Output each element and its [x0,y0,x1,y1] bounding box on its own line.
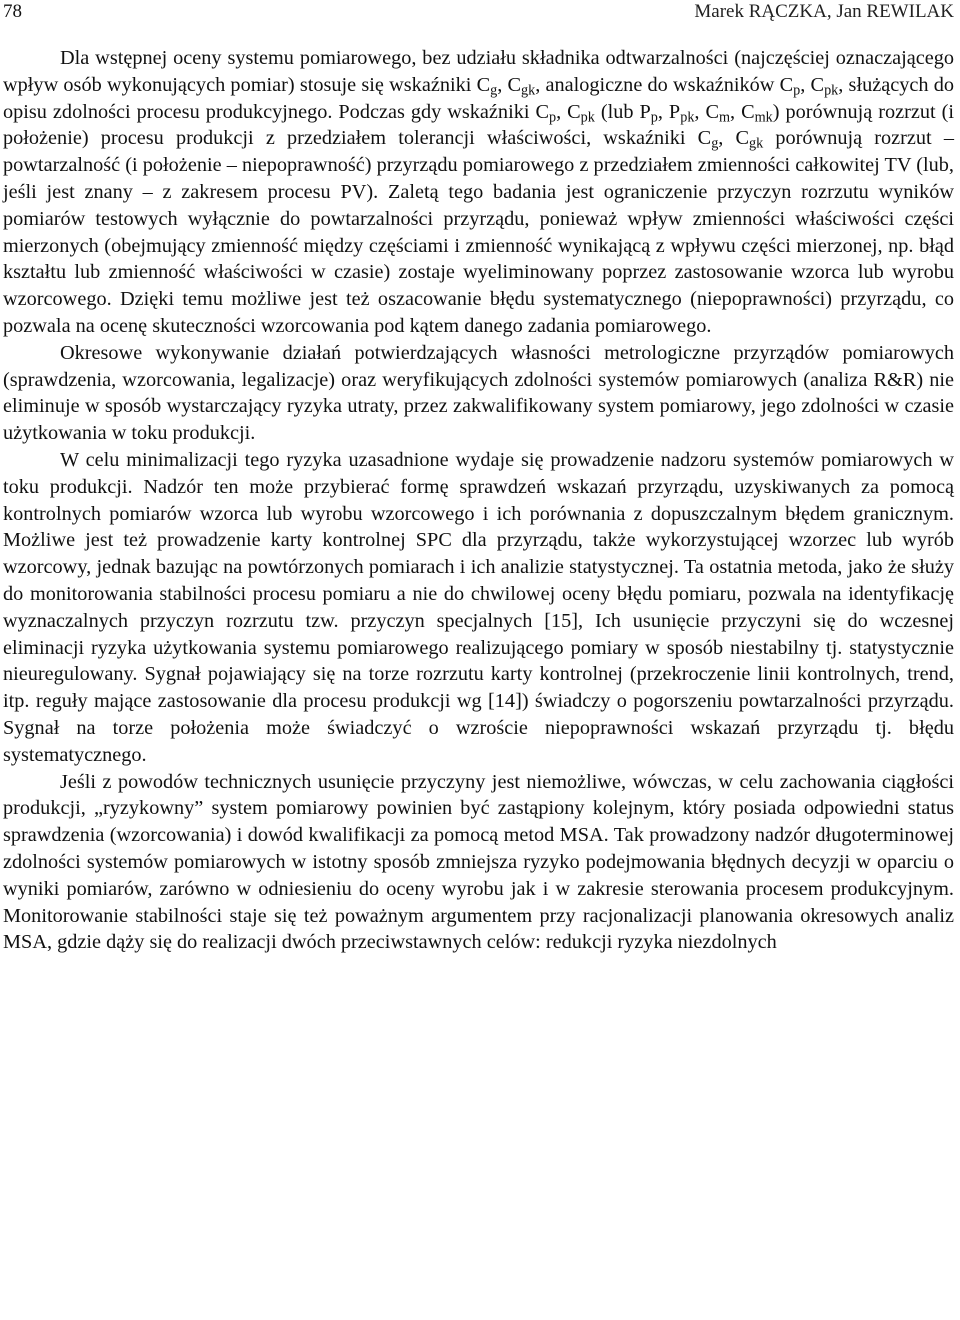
page-number: 78 [3,1,22,22]
body-text [3,45,954,956]
paragraph: W celu minimalizacji tego ryzyka uzasadnione wydaje się prowadzenie nadzoru systemów pomiarowych w toku produkcji. Nadzór ten może przybierać formę sprawdzeń wskazań przyrządu, uzyskiwanych za pomocą kontrolnych pomiarów wzorca lub wyrobu wzorcowego i ich porównania z dopuszczalnym błędem granicznym. Możliwe jest też prowadzenie karty kontrolnej SPC dla przyrządu, także wykorzystującej wzorzec lub wyrób wzorcowy, jednak bazując na powtórzonych pomiarach i ich analizie statystycznej. Ta ostatnia metoda, jako że służy do monitorowania stabilności procesu pomiaru a nie do chwilowej oceny błędu pomiaru, pozwala na identyfikację wyznaczalnych przyczyn rozrzutu tzw. przyczyn specjalnych [15], Ich usunięcie przyczyni się do wczesnej eliminacji ryzyka użytkowania systemu pomiarowego realizującego pomiary w sposób niestabilny tj. statystycznie nieuregulowany. Sygnał pojawiający się na torze rozrzutu karty kontrolnej (przekroczenie linii kontrolnych, trend, itp. reguły mające zastosowanie dla procesu produkcji wg [14]) świadczy o pogorszeniu powtarzalności przyrządu. Sygnał na torze położenia może świadczyć o wzroście niepoprawności wskazań przyrządu tj. błędu systematycznego. [3,448,954,766]
page-header [3,0,954,26]
paragraph: Dla wstępnej oceny systemu pomiarowego, bez udziału składnika odtwarzalności (najczęściej oznaczającego wpływ osób wykonujących pomiar) stosuje się wskaźniki $C_g$, $C_{gk}$, analogiczne do wskaźników $C_p$, $C_{pk}$, służących do opisu zdolności procesu produkcyjnego. Podczas gdy wskaźniki $C_p$, $C_{pk}$ (lub $P_p$, $P_{pk}$, $C_m$, $C_{mk}$) porównują rozrzut (i położenie) procesu produkcji z przedziałem tolerancji właściwości, wskaźniki $C_g$, $C_{gk}$ porównują rozrzut – powtarzalność (i położenie – niepoprawność) przyrządu pomiarowego z przedziałem zmienności całkowitej TV (lub, jeśli jest znany – z zakresem procesu PV). Zaletą tego badania jest ograniczenie przyczyn rozrzutu wyników pomiarów testowych wyłącznie do powtarzalności przyrządu, ponieważ wpływ zmienności właściwości części mierzonych (obejmujący zmienność między częściami i zmienność wynikającą z wpływu części mierzonej, np. błąd kształtu lub zmienność właściwości w czasie) zostaje wyeliminowany poprzez zastosowanie wzorca lub wyrobu wzorcowego. Dzięki temu możliwe jest też oszacowanie błędu systematycznego (niepoprawności) przyrządu, co pozwala na ocenę skuteczności wzorcowania pod kątem danego zadania pomiarowego. [3,47,955,337]
paragraph: Jeśli z powodów technicznych usunięcie przyczyny jest niemożliwe, wówczas, w celu zachowania ciągłości produkcji, „ryzykowny” system pomiarowy powinien być zastąpiony kolejnym, który posiada odpowiedni status sprawdzenia (wzorcowania) i dowód kwalifikacji za pomocą metod MSA. Tak prowadzony nadzór długoterminowej zdolności systemów pomiarowych w istotny sposób zmniejsza ryzyko podejmowania błędnych decyzji w oparciu o wyniki pomiarów, zarówno w odniesieniu do oceny wyrobu jak i w zakresie sterowania procesem produkcyjnym. Monitorowanie stabilności staje się też poważnym argumentem przy racjonalizacji planowania okresowych analiz MSA, gdzie dąży się do realizacji dwóch przeciwstawnych celów: redukcji ryzyka niezdolnych [3,770,954,954]
running-head-authors: Marek RĄCZKA, Jan REWILAK [694,1,954,22]
paragraph: Okresowe wykonywanie działań potwierdzających własności metrologiczne przyrządów pomiarowych (sprawdzenia, wzorcowania, legalizacje) oraz weryfikujących zdolności systemów pomiarowych (analiza R&R) nie eliminuje w sposób wystarczający ryzyka utraty, przez zakwalifikowany system pomiarowy, jego zdolności w czasie użytkowania w toku produkcji. [3,341,954,445]
